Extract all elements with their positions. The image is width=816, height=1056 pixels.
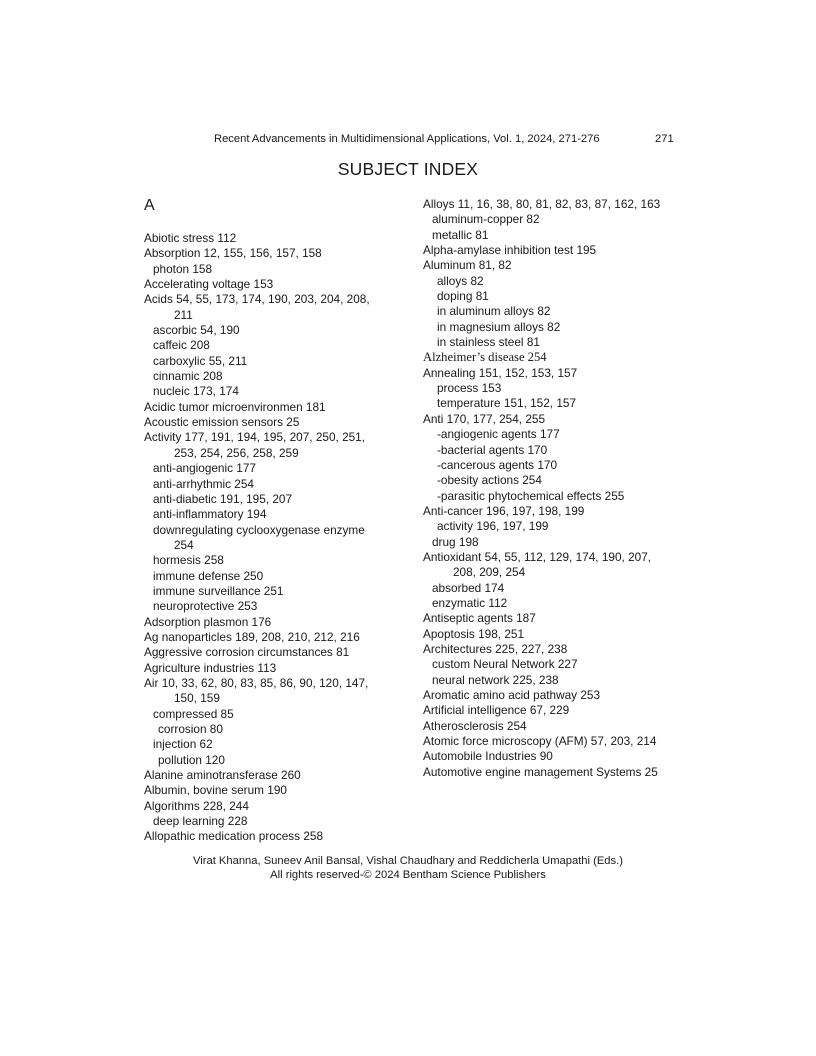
- index-subentry: enzymatic 112: [432, 595, 508, 610]
- index-column-right: [423, 197, 693, 780]
- index-entry: Apoptosis 198, 251: [423, 626, 525, 641]
- index-subentry: compressed 85: [153, 706, 234, 721]
- index-subentry: immune surveillance 251: [153, 583, 284, 598]
- index-entry: Atherosclerosis 254: [423, 718, 527, 733]
- index-subentry: doping 81: [437, 289, 489, 304]
- index-subentry: photon 158: [153, 261, 213, 276]
- index-subentry: anti-angiogenic 177: [153, 461, 256, 476]
- index-entry-continuation: 211: [174, 307, 193, 322]
- index-subentry: caffeic 208: [153, 338, 210, 353]
- index-subentry: custom Neural Network 227: [432, 657, 578, 672]
- index-subentry: carboxylic 55, 211: [153, 353, 248, 368]
- index-subentry: immune defense 250: [153, 568, 264, 583]
- index-entry: Annealing 151, 152, 153, 157: [423, 365, 578, 380]
- index-subentry: -cancerous agents 170: [437, 457, 558, 472]
- index-entry: Abiotic stress 112: [144, 231, 237, 245]
- index-subentry: anti-inflammatory 194: [153, 507, 267, 522]
- footer: [0, 854, 816, 882]
- index-subentry: -bacterial agents 170: [437, 442, 548, 457]
- section-letter: A: [144, 197, 155, 214]
- footer-rights: All rights reserved-© 2024 Bentham Science Publishers: [270, 869, 546, 881]
- index-subentry: process 153: [437, 381, 502, 396]
- index-entry-continuation: 150, 159: [174, 691, 220, 706]
- index-subentry: aluminum-copper 82: [432, 212, 540, 227]
- index-entry: Allopathic medication process 258: [144, 829, 324, 844]
- index-entry: Activity 177, 191, 194, 195, 207, 250, 251,: [144, 430, 366, 445]
- index-subentry: hormesis 258: [153, 553, 224, 568]
- index-entry: Anti-cancer 196, 197, 198, 199: [423, 503, 585, 518]
- index-subentry: activity 196, 197, 199: [437, 519, 549, 534]
- index-entry: Alanine aminotransferase 260: [144, 768, 301, 783]
- index-subentry: corrosion 80: [158, 722, 223, 736]
- index-subentry: injection 62: [153, 737, 213, 752]
- running-header: Recent Advancements in Multidimensional Applications, Vol. 1, 2024, 271-276: [214, 133, 600, 145]
- index-entry: Artificial intelligence 67, 229: [423, 703, 570, 718]
- index-entry: Absorption 12, 155, 156, 157, 158: [144, 246, 322, 261]
- index-entry: Atomic force microscopy (AFM) 57, 203, 214: [423, 734, 657, 749]
- index-subentry: absorbed 174: [432, 580, 505, 595]
- index-subentry: in aluminum alloys 82: [437, 304, 551, 319]
- index-subentry: -parasitic phytochemical effects 255: [437, 488, 625, 503]
- index-subentry: downregulating cyclooxygenase enzyme: [153, 522, 365, 537]
- index-entry: Acids 54, 55, 173, 174, 190, 203, 204, 208,: [144, 292, 370, 307]
- index-entry: Aromatic amino acid pathway 253: [423, 688, 601, 702]
- index-entry: Agriculture industries 113: [144, 660, 277, 675]
- index-entry: Air 10, 33, 62, 80, 83, 85, 86, 90, 120, 147,: [144, 675, 369, 690]
- index-entry: Alzheimer’s disease 254: [423, 350, 547, 365]
- index-entry: Adsorption plasmon 176: [144, 614, 272, 629]
- index-entry: Antioxidant 54, 55, 112, 129, 174, 190, 207,: [423, 549, 652, 564]
- page-title: SUBJECT INDEX: [337, 159, 479, 179]
- index-entry: Automobile Industries 90: [423, 749, 553, 764]
- index-column-left: [144, 231, 414, 845]
- index-entry: Acoustic emission sensors 25: [144, 415, 300, 430]
- index-entry: Acidic tumor microenvironmen 181: [144, 399, 326, 414]
- index-subentry: cinnamic 208: [153, 369, 223, 384]
- index-subentry: -angiogenic agents 177: [437, 427, 560, 442]
- index-entry: Algorithms 228, 244: [144, 798, 249, 813]
- index-subentry: neuroprotective 253: [153, 599, 258, 614]
- index-entry: Ag nanoparticles 189, 208, 210, 212, 216: [144, 629, 360, 644]
- footer-editors: Virat Khanna, Suneev Anil Bansal, Vishal Chaudhary and Reddicherla Umapathi (Eds.): [193, 855, 623, 867]
- index-entry: Antiseptic agents 187: [423, 611, 536, 626]
- index-entry-continuation: 254: [174, 537, 194, 552]
- index-subentry: anti-arrhythmic 254: [153, 476, 254, 491]
- index-subentry: -obesity actions 254: [437, 473, 542, 488]
- index-entry: Albumin, bovine serum 190: [144, 783, 287, 798]
- index-subentry: in stainless steel 81: [437, 335, 540, 350]
- index-entry: Alpha-amylase inhibition test 195: [423, 243, 597, 258]
- index-subentry: neural network 225, 238: [432, 672, 559, 687]
- index-subentry: metallic 81: [432, 227, 489, 242]
- index-subentry: temperature 151, 152, 157: [437, 396, 577, 411]
- index-entry: Architectures 225, 227, 238: [423, 641, 568, 656]
- index-entry-continuation: 208, 209, 254: [453, 565, 526, 580]
- page-number: 271: [655, 133, 674, 145]
- index-entry: Anti 170, 177, 254, 255: [423, 411, 546, 426]
- index-subentry: ascorbic 54, 190: [153, 323, 240, 338]
- index-subentry: in magnesium alloys 82: [437, 319, 561, 334]
- index-subentry: pollution 120: [158, 752, 225, 767]
- index-entry: Aggressive corrosion circumstances 81: [144, 645, 350, 660]
- index-entry-continuation: 253, 254, 256, 258, 259: [174, 445, 299, 460]
- index-entry: Alloys 11, 16, 38, 80, 81, 82, 83, 87, 162, 163: [423, 197, 661, 211]
- index-subentry: alloys 82: [437, 273, 484, 288]
- index-subentry: deep learning 228: [153, 814, 248, 829]
- index-subentry: drug 198: [432, 534, 479, 549]
- index-subentry: anti-diabetic 191, 195, 207: [153, 491, 293, 506]
- index-entry: Aluminum 81, 82: [423, 258, 512, 273]
- index-subentry: nucleic 173, 174: [153, 384, 239, 399]
- index-entry: Automotive engine management Systems 25: [423, 764, 658, 779]
- index-entry: Accelerating voltage 153: [144, 277, 274, 292]
